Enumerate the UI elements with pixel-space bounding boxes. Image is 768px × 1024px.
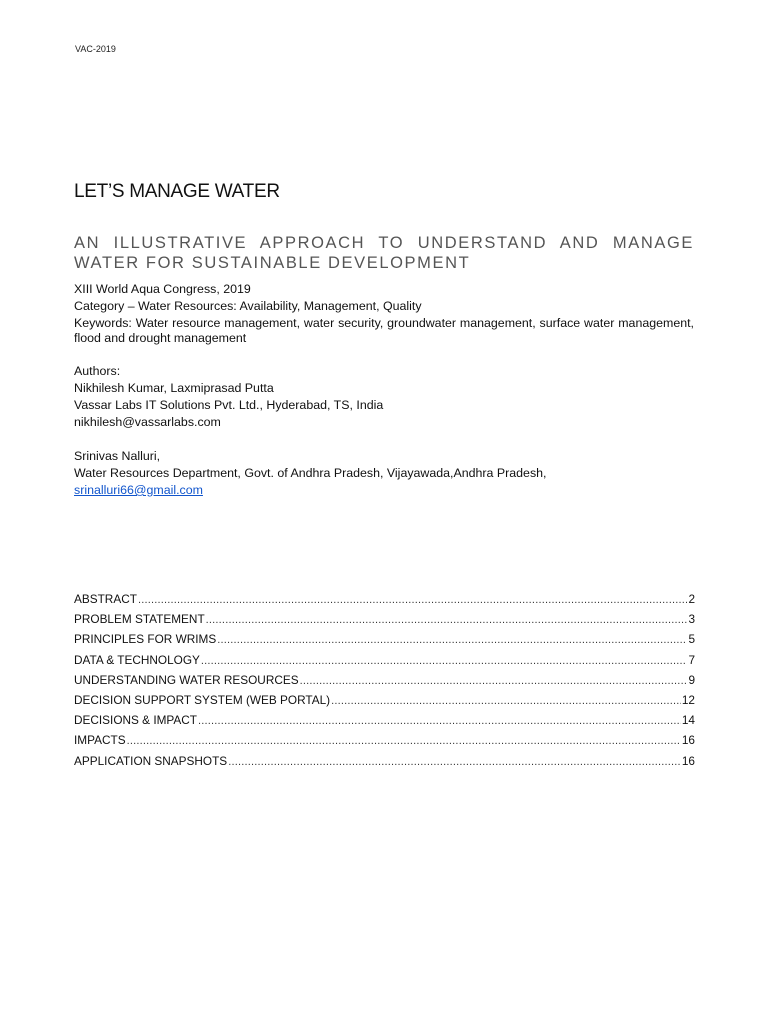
toc-entry-page: 5 bbox=[688, 632, 695, 647]
toc-entry[interactable] bbox=[74, 653, 695, 673]
second-author-email-link[interactable]: srinalluri66@gmail.com bbox=[74, 483, 203, 497]
toc-leader-dots bbox=[201, 655, 688, 667]
toc-leader-dots bbox=[206, 614, 688, 626]
toc-entry-page: 12 bbox=[681, 692, 695, 707]
toc-leader-dots bbox=[300, 675, 688, 687]
toc-entry[interactable] bbox=[74, 592, 695, 612]
toc-entry[interactable] bbox=[74, 693, 695, 713]
author-organization: Vassar Labs IT Solutions Pvt. Ltd., Hyderabad, TS, India bbox=[74, 398, 384, 412]
toc-entry[interactable] bbox=[74, 754, 695, 774]
toc-entry-page: 16 bbox=[681, 733, 695, 748]
toc-entry-page: 3 bbox=[688, 612, 695, 627]
toc-entry[interactable] bbox=[74, 713, 695, 733]
header-code: VAC-2019 bbox=[75, 44, 116, 54]
toc-entry-page: 16 bbox=[681, 753, 695, 768]
toc-entry-label: UNDERSTANDING WATER RESOURCES bbox=[74, 672, 299, 687]
authors-block bbox=[74, 363, 694, 431]
page-title: LET’S MANAGE WATER bbox=[74, 181, 280, 202]
toc-leader-dots bbox=[217, 634, 687, 646]
authors-heading: Authors: bbox=[74, 364, 121, 378]
toc-entry-label: DATA & TECHNOLOGY bbox=[74, 652, 200, 667]
toc-entry-label: ABSTRACT bbox=[74, 592, 137, 606]
category-line: Category – Water Resources: Availability, Management, Quality bbox=[74, 299, 422, 313]
subtitle: AN ILLUSTRATIVE APPROACH TO UNDERSTAND AND MANAGE WATER FOR SUSTAINABLE DEVELOPMENT bbox=[74, 234, 694, 272]
toc-leader-dots bbox=[228, 756, 681, 768]
second-author-block bbox=[74, 448, 694, 499]
toc-entry[interactable] bbox=[74, 733, 695, 753]
toc-entry[interactable] bbox=[74, 632, 695, 652]
toc-entry-label: DECISION SUPPORT SYSTEM (WEB PORTAL) bbox=[74, 692, 331, 707]
toc-entry-label: IMPACTS bbox=[74, 733, 126, 748]
author-email: nikhilesh@vassarlabs.com bbox=[74, 415, 221, 429]
toc-entry-label: DECISIONS & IMPACT bbox=[74, 713, 198, 728]
toc-entry-label: APPLICATION SNAPSHOTS bbox=[74, 753, 228, 768]
keywords-line: Keywords: Water resource management, water security, groundwater management, surface water management, flood and drought management bbox=[74, 316, 694, 345]
toc-entry-page: 14 bbox=[681, 713, 695, 728]
author-names: Nikhilesh Kumar, Laxmiprasad Putta bbox=[74, 381, 274, 395]
second-author-name: Srinivas Nalluri, bbox=[74, 449, 161, 463]
congress-line: XIII World Aqua Congress, 2019 bbox=[74, 282, 251, 296]
toc-entry[interactable] bbox=[74, 673, 695, 693]
toc-entry-page: 9 bbox=[688, 672, 695, 687]
toc-entry-page: 7 bbox=[688, 652, 695, 667]
toc-leader-dots bbox=[331, 695, 681, 707]
table-of-contents bbox=[74, 592, 695, 774]
second-author-organization: Water Resources Department, Govt. of Andhra Pradesh, Vijayawada,Andhra Pradesh, bbox=[74, 466, 547, 480]
toc-entry[interactable] bbox=[74, 612, 695, 632]
toc-leader-dots bbox=[127, 735, 681, 747]
toc-entry-page: 2 bbox=[688, 592, 695, 606]
toc-entry-label: PRINCIPLES FOR WRIMS bbox=[74, 632, 217, 647]
toc-leader-dots bbox=[198, 715, 681, 727]
toc-leader-dots bbox=[138, 594, 688, 606]
toc-entry-label: PROBLEM STATEMENT bbox=[74, 612, 205, 627]
